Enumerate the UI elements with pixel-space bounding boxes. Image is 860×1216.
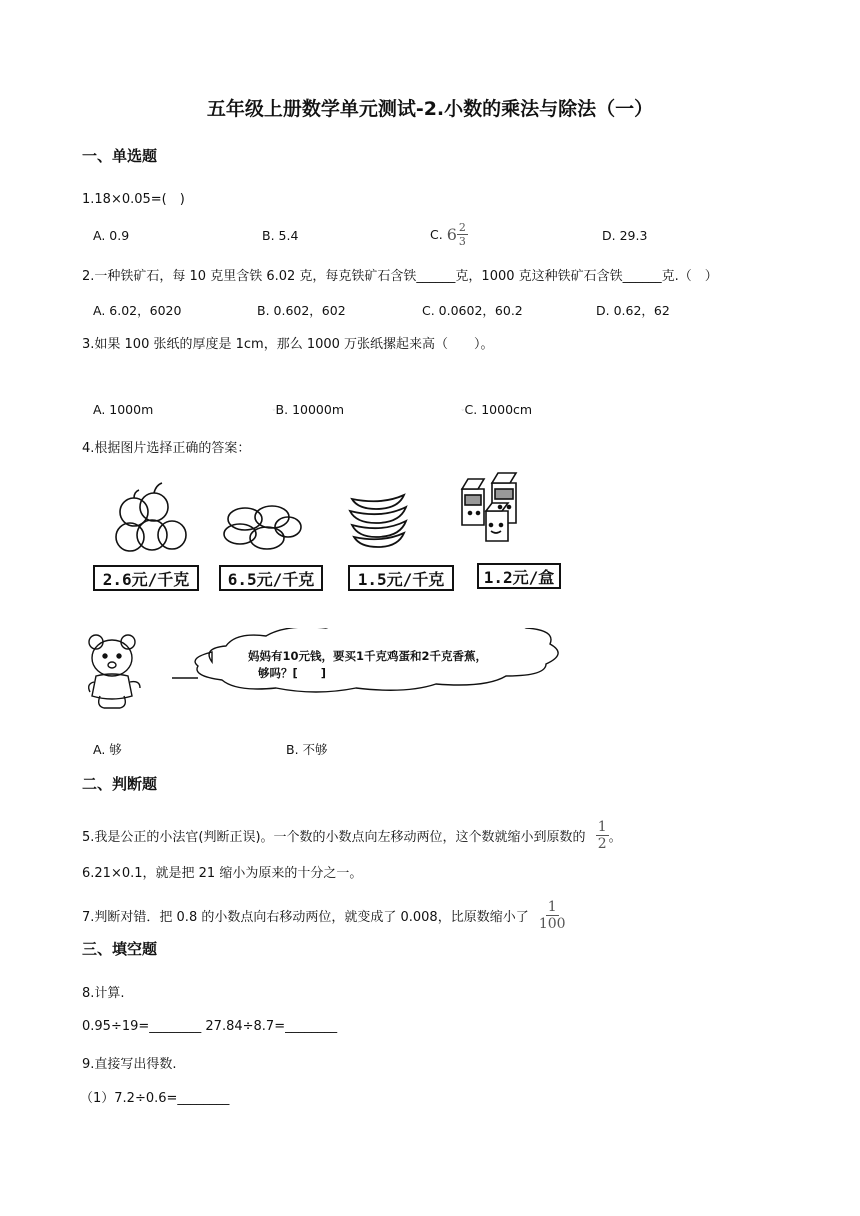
fraction-numerator: 1 — [597, 819, 607, 835]
question-6: 6.21×0.1，就是把 21 缩小为原来的十分之一。 — [82, 866, 363, 881]
q3-option-a[interactable]: A. 1000m — [93, 402, 154, 417]
price-tag-eggs: 6.5元/千克 — [219, 565, 323, 591]
q4-option-a[interactable]: A. 够 — [93, 742, 122, 757]
q3-option-c[interactable] — [461, 402, 532, 417]
fraction — [457, 222, 468, 247]
mixed-whole: 6 — [446, 225, 457, 244]
q2-option-a[interactable]: A. 6.02，6020 — [93, 303, 182, 318]
section-heading-true-false: 二、判断题 — [82, 775, 158, 793]
price-tag-bananas: 1.5元/千克 — [348, 565, 454, 591]
q1-option-c-label: C. — [430, 227, 443, 242]
question-9-line: （1）7.2÷0.6=________ — [80, 1091, 230, 1106]
section-heading-single-choice: 一、单选题 — [82, 147, 158, 165]
fraction-numerator: 1 — [547, 899, 557, 915]
cloud-line-2: 够吗？[ ] — [258, 666, 327, 680]
bullet-icon: ◦ — [461, 407, 465, 414]
bullet-icon: ◦ — [272, 407, 276, 414]
fraction — [539, 900, 566, 931]
section-heading-fill-blank: 三、填空题 — [82, 940, 158, 958]
q3-option-c-label: C. 1000cm — [464, 402, 533, 417]
bear-cloud-illustration — [82, 628, 602, 718]
question-3: 3.如果 100 张纸的厚度是 1cm，那么 1000 万张纸摞起来高（ ）。 — [82, 337, 494, 352]
eggs-icon — [224, 506, 301, 549]
question-5 — [82, 820, 622, 851]
apples-icon — [116, 483, 186, 551]
q2-option-b[interactable]: B. 0.602，602 — [257, 303, 346, 318]
question-5-text: 5.我是公正的小法官(判断正误)。一个数的小数点向左移动两位，这个数就缩小到原数的 — [82, 830, 586, 845]
q1-option-d[interactable]: D. 29.3 — [602, 228, 648, 243]
fraction-denominator: 3 — [458, 235, 466, 248]
milk-boxes-icon — [462, 473, 516, 541]
q4-option-b[interactable]: B. 不够 — [286, 742, 328, 757]
bear-icon — [89, 635, 140, 708]
question-8: 8.计算. — [82, 986, 125, 1001]
fraction-numerator: 2 — [458, 221, 466, 234]
question-5-end: 。 — [608, 830, 622, 845]
q1-option-c[interactable] — [430, 222, 468, 247]
fraction — [596, 820, 609, 851]
mixed-number — [447, 222, 468, 247]
q2-option-d[interactable]: D. 0.62，62 — [596, 303, 670, 318]
q1-option-a[interactable]: A. 0.9 — [93, 228, 130, 243]
question-8-line: 0.95÷19=________ 27.84÷8.7=________ — [82, 1019, 338, 1034]
question-1: 1.18×0.05=( ) — [82, 192, 185, 207]
cloud-line-1: 妈妈有10元钱，要买1千克鸡蛋和2千克香蕉， — [248, 649, 488, 663]
question-7-text: 7.判断对错．把 0.8 的小数点向右移动两位，就变成了 0.008，比原数缩小了 — [82, 910, 529, 925]
q3-option-b-label: B. 10000m — [275, 402, 345, 417]
bananas-icon — [350, 495, 406, 547]
question-9: 9.直接写出得数. — [82, 1057, 177, 1072]
fraction-denominator: 100 — [538, 916, 566, 932]
question-4: 4.根据图片选择正确的答案： — [82, 441, 251, 456]
price-tag-apples: 2.6元/千克 — [93, 565, 199, 591]
question-2: 2.一种铁矿石，每 10 克里含铁 6.02 克，每克铁矿石含铁______克，1000 克这种铁矿石含铁______克.（ ） — [82, 269, 718, 284]
price-tag-milk: 1.2元/盒 — [477, 563, 561, 589]
q3-option-b[interactable] — [272, 402, 344, 417]
q2-option-c[interactable]: C. 0.0602，60.2 — [422, 303, 523, 318]
fraction-denominator: 2 — [597, 836, 607, 852]
page-title: 五年级上册数学单元测试-2.小数的乘法与除法（一） — [206, 98, 654, 120]
q1-option-b[interactable]: B. 5.4 — [262, 228, 299, 243]
question-7 — [82, 900, 566, 931]
